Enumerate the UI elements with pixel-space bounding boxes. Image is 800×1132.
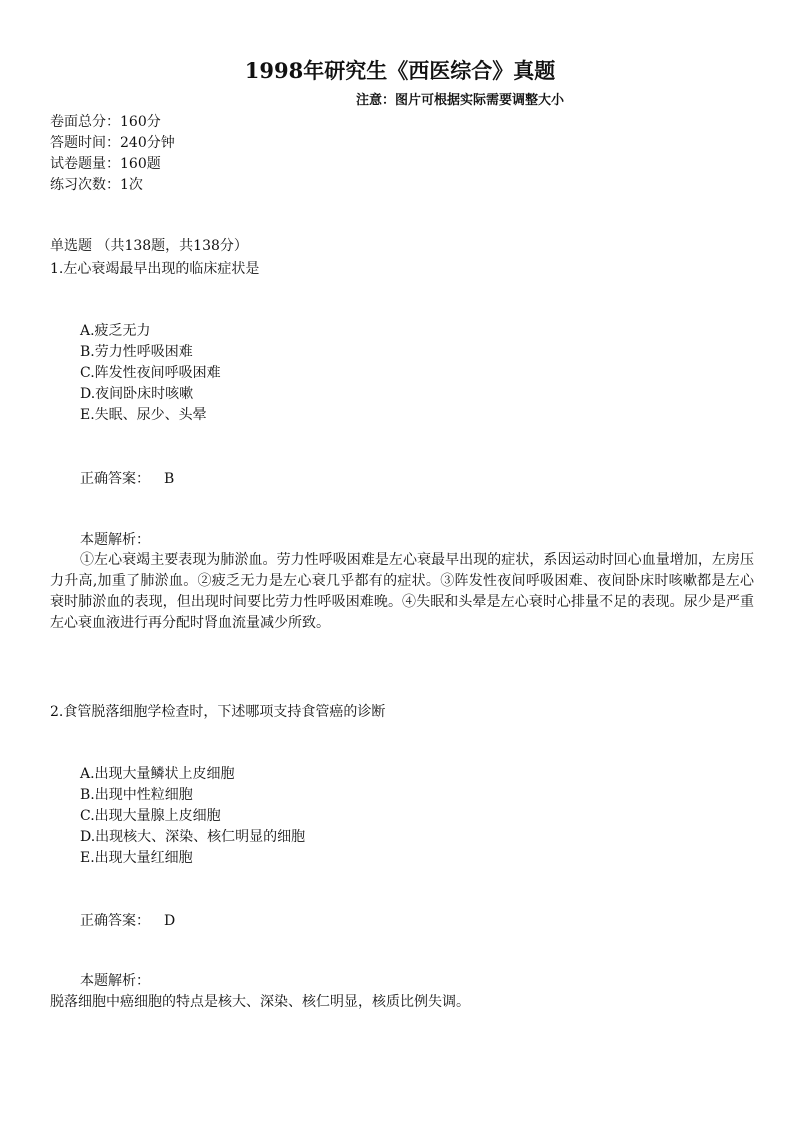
- question-2-option-a: A.出现大量鳞状上皮细胞: [80, 766, 235, 782]
- question-1-options: [80, 321, 221, 426]
- question-2-option-e: E.出现大量红细胞: [80, 850, 193, 866]
- question-2-answer: [80, 911, 175, 931]
- meta-question-count: 试卷题量：160题: [50, 156, 161, 172]
- question-2-analysis: 脱落细胞中癌细胞的特点是核大、深染、核仁明显，核质比例失调。: [50, 994, 470, 1010]
- exam-meta: [50, 112, 175, 196]
- question-2-analysis-label: 本题解析：: [80, 973, 150, 989]
- question-1-option-c: C.阵发性夜间呼吸困难: [80, 365, 221, 381]
- question-1-option-e: E.失眠、尿少、头晕: [80, 407, 207, 423]
- question-1-option-a: A.疲乏无力: [80, 323, 151, 339]
- meta-total-score: 卷面总分：160分: [50, 114, 161, 130]
- question-2-answer-label: 正确答案：: [80, 913, 150, 929]
- meta-attempts: 练习次数：1次: [50, 177, 143, 193]
- question-2-options: [80, 764, 305, 869]
- resize-notice: 注意：图片可根据实际需要调整大小: [355, 93, 564, 108]
- meta-time: 答题时间：240分钟: [50, 135, 175, 151]
- question-2-stem: 2.食管脱落细胞学检查时，下述哪项支持食管癌的诊断: [50, 704, 386, 720]
- question-2-answer-value: D: [164, 913, 176, 929]
- question-1-option-b: B.劳力性呼吸困难: [80, 344, 193, 360]
- question-2-option-c: C.出现大量腺上皮细胞: [80, 808, 221, 824]
- question-1-answer-label: 正确答案：: [80, 471, 150, 487]
- question-1-analysis: ①左心衰竭主要表现为肺淤血。劳力性呼吸困难是左心衰最早出现的症状，系因运动时回心血量增加，左房压力升高,加重了肺淤血。②疲乏无力是左心衰几乎都有的症状。③阵发性夜间呼吸困难、夜间卧床时咳嗽都是左心衰时肺淤血的表现，但出现时间要比劳力性呼吸困难晚。④失眠和头晕是左心衰时心排量不足的表现。尿少是严重左心衰血液进行再分配时肾血流量减少所致。: [50, 552, 754, 631]
- question-1-answer-value: B: [164, 471, 175, 487]
- question-1-stem: 1.左心衰竭最早出现的临床症状是: [50, 261, 260, 277]
- page-title: 1998年研究生《西医综合》真题: [244, 58, 556, 83]
- question-1-answer: [80, 469, 174, 489]
- question-2-option-d: D.出现核大、深染、核仁明显的细胞: [80, 829, 306, 845]
- question-2-option-b: B.出现中性粒细胞: [80, 787, 193, 803]
- section-heading: 单选题 （共138题，共138分）: [50, 238, 248, 254]
- question-1-option-d: D.夜间卧床时咳嗽: [80, 386, 194, 402]
- question-1-analysis-label: 本题解析：: [80, 532, 150, 548]
